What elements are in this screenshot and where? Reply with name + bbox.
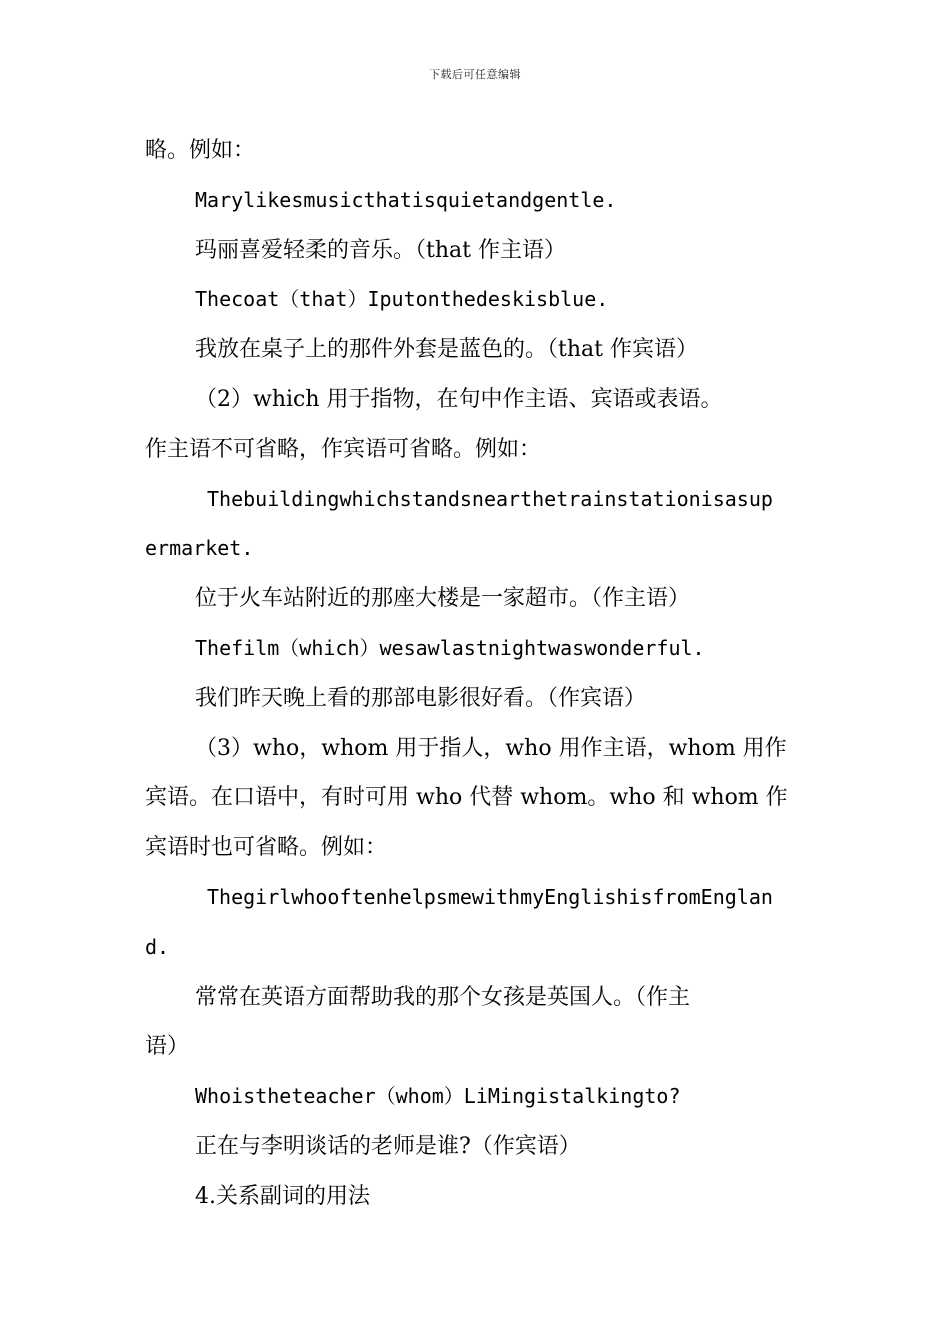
document-body xyxy=(145,126,807,1222)
page-header: 下载后可任意编辑 xyxy=(429,68,521,81)
example-sentence-en: Thefilm（which）wesawlastnightwaswonderful. xyxy=(195,635,705,660)
example-translation: 玛丽喜爱轻柔的音乐。（that 作主语） xyxy=(195,237,566,263)
text-line: 略。例如： xyxy=(145,138,256,163)
rule-paragraph-cont: 宾语。在口语中，有时可用 who 代替 whom。who 和 whom 作 xyxy=(145,785,788,811)
example-sentence-en: ThegirlwhooftenhelpsmewithmyEnglishisfromEnglan xyxy=(207,884,773,909)
rule-paragraph-cont: 宾语时也可省略。例如： xyxy=(145,835,388,861)
example-sentence-en: Whoistheteacher（whom）LiMingistalkingto? xyxy=(195,1084,681,1109)
section-heading: 4.关系副词的用法 xyxy=(195,1183,370,1209)
example-translation: 我放在桌子上的那件外套是蓝色的。（that 作宾语） xyxy=(195,337,698,363)
example-sentence-en: Thecoat（that）Iputonthedeskisblue. xyxy=(195,287,609,312)
example-translation-cont: 语） xyxy=(145,1034,190,1060)
example-sentence-en: Thebuildingwhichstandsnearthetrainstationisasup xyxy=(207,486,773,511)
rule-paragraph: （2）which 用于指物，在句中作主语、宾语或表语。 xyxy=(195,386,723,412)
example-sentence-en-cont: d. xyxy=(145,934,170,959)
example-sentence-en: Marylikesmusicthatisquietandgentle. xyxy=(195,187,617,212)
rule-paragraph-cont: 作主语不可省略，作宾语可省略。例如： xyxy=(145,436,542,462)
example-translation: 我们昨天晚上看的那部电影很好看。（作宾语） xyxy=(195,685,647,711)
example-translation: 位于火车站附近的那座大楼是一家超市。（作主语） xyxy=(195,586,691,612)
example-sentence-en-cont: ermarket. xyxy=(145,536,254,561)
example-translation: 正在与李明谈话的老师是谁?（作宾语） xyxy=(195,1133,581,1159)
rule-paragraph: （3）who，whom 用于指人，who 用作主语，whom 用作 xyxy=(195,735,787,761)
example-translation: 常常在英语方面帮助我的那个女孩是英国人。（作主 xyxy=(195,984,691,1010)
